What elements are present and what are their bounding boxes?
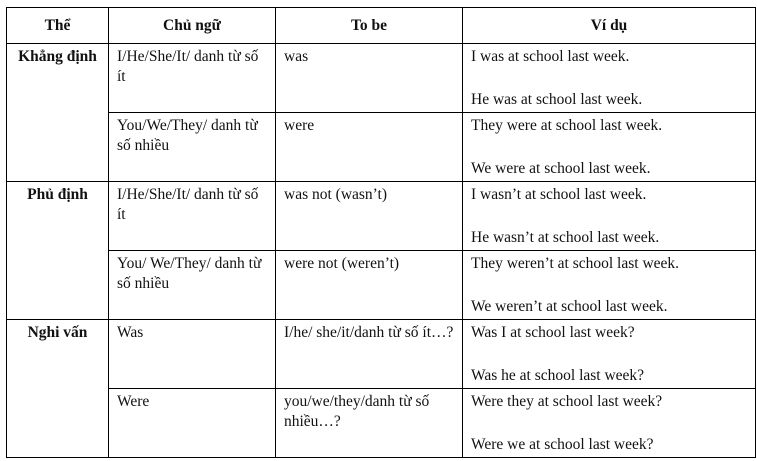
subject-cell: You/ We/They/ danh từ số nhiều: [109, 251, 276, 320]
example-cell: [463, 113, 756, 182]
form-label: Khẳng định: [18, 48, 97, 65]
example-line: They weren’t at school last week.: [471, 255, 680, 272]
header-subject: Chủ ngữ: [109, 8, 276, 44]
subject-cell: Were: [109, 389, 276, 458]
header-examples: Ví dụ: [463, 8, 756, 44]
example-line: They were at school last week.: [471, 117, 663, 134]
example-line: Were they at school last week?: [471, 393, 663, 410]
header-row: [7, 8, 756, 44]
form-label: Phủ định: [27, 186, 88, 203]
tobe-cell: you/we/they/danh từ số nhiều…?: [276, 389, 463, 458]
example-line: He wasn’t at school last week.: [471, 229, 660, 246]
subject-cell: I/He/She/It/ danh từ số ít: [109, 44, 276, 113]
table-row: [7, 113, 756, 182]
grammar-table: [6, 7, 756, 458]
form-cell-negative: [7, 182, 109, 320]
example-cell: [463, 182, 756, 251]
example-line: Were we at school last week?: [471, 436, 654, 453]
table-row: [7, 251, 756, 320]
form-cell-interrogative: [7, 320, 109, 458]
table-row: [7, 182, 756, 251]
subject-cell: I/He/She/It/ danh từ số ít: [109, 182, 276, 251]
header-form: Thể: [7, 8, 109, 44]
tobe-cell: were: [276, 113, 463, 182]
example-line: We weren’t at school last week.: [471, 298, 668, 315]
tobe-cell: I/he/ she/it/danh từ số ít…?: [276, 320, 463, 389]
example-line: I was at school last week.: [471, 48, 630, 65]
table-row: [7, 320, 756, 389]
example-line: Was I at school last week?: [471, 324, 635, 341]
tobe-cell: were not (weren’t): [276, 251, 463, 320]
example-cell: [463, 44, 756, 113]
subject-cell: You/We/They/ danh từ số nhiều: [109, 113, 276, 182]
table-row: [7, 389, 756, 458]
example-cell: [463, 389, 756, 458]
example-cell: [463, 251, 756, 320]
subject-cell: Was: [109, 320, 276, 389]
tobe-cell: was not (wasn’t): [276, 182, 463, 251]
example-line: He was at school last week.: [471, 91, 643, 108]
table-row: [7, 44, 756, 113]
form-cell-affirmative: [7, 44, 109, 182]
tobe-cell: was: [276, 44, 463, 113]
example-line: I wasn’t at school last week.: [471, 186, 647, 203]
header-tobe: To be: [276, 8, 463, 44]
form-label: Nghi vấn: [27, 324, 88, 341]
example-line: Was he at school last week?: [471, 367, 645, 384]
example-cell: [463, 320, 756, 389]
example-line: We were at school last week.: [471, 160, 651, 177]
